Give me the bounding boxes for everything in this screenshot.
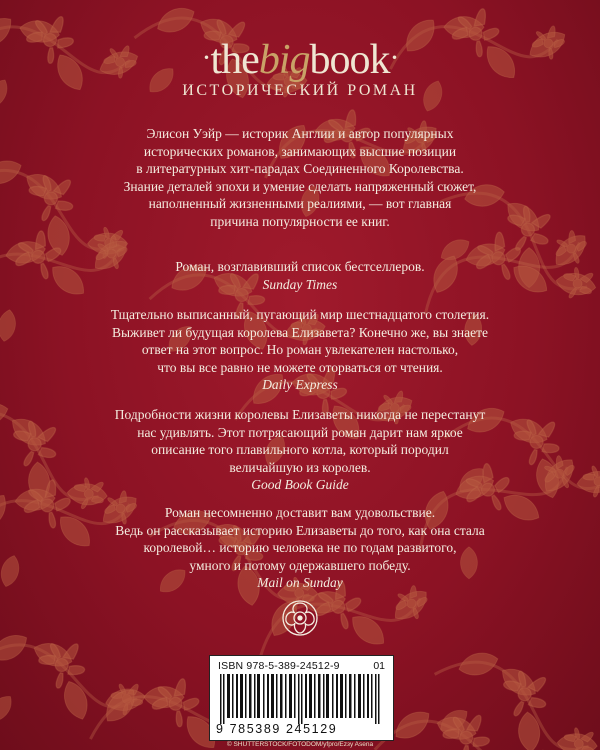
quote-line: умного и потому одержавшего победу. <box>189 557 411 573</box>
review-quote <box>90 258 510 293</box>
logo-dot-right: · <box>389 41 399 74</box>
bio-line: причина популярности ее книг. <box>210 213 390 229</box>
barcode-digits: 9 785389 245129 <box>216 722 338 736</box>
isbn-barcode <box>209 655 394 741</box>
logo-book: book <box>309 37 390 83</box>
review-quote <box>90 306 510 394</box>
quote-line: нас удивлять. Этот потрясающий роман дарит нам яркое <box>137 424 463 440</box>
review-quote <box>90 406 510 494</box>
bio-line: Элисон Уэйр — историк Англии и автор популярных <box>146 126 454 141</box>
bio-line: в литературных хит-парадах Соединенного Королевства. <box>136 161 464 177</box>
tudor-rose-icon <box>280 598 320 638</box>
logo-dot-left: · <box>201 41 211 74</box>
publisher-logo <box>0 36 600 82</box>
logo-big: big <box>258 37 310 83</box>
quote-line: величайшую из королев. <box>229 459 371 475</box>
quote-line: Тщательно выписанный, пугающий мир шестнадцатого столетия. <box>110 307 490 322</box>
quote-source: Daily Express <box>262 377 338 393</box>
quote-line: Ведь он рассказывает историю Елизаветы до того, как она стала <box>115 522 485 538</box>
quote-line: Роман несомненно доставит вам удовольствие. <box>164 505 436 520</box>
quote-line: ответ на этот вопрос. Но роман увлекателен настолько, <box>141 342 459 358</box>
series-subtitle: ИСТОРИЧЕСКИЙ РОМАН <box>182 82 418 99</box>
quote-source: Good Book Guide <box>251 477 349 493</box>
logo-the: the <box>210 37 259 83</box>
bio-line: исторических романов, занимающих высшие позиции <box>143 143 457 159</box>
quote-source: Mail on Sunday <box>257 575 343 591</box>
quote-line: Роман, возглавивший список бестселлеров. <box>175 259 425 274</box>
isbn-label: ISBN 978-5-389-24512-9 <box>218 660 340 672</box>
isbn-addon: 01 <box>373 660 385 672</box>
quote-line: Выживет ли будущая королева Елизавета? Конечно же, вы знаете <box>111 324 489 340</box>
quote-source: Sunday Times <box>262 276 338 292</box>
bio-line: Знание деталей эпохи и умение сделать напряженный сюжет, <box>123 178 477 194</box>
quote-line: Подробности жизни королевы Елизаветы никогда не перестанут <box>114 407 486 422</box>
author-bio <box>90 125 510 231</box>
image-credit: © SHUTTERSTOCK/FOTODOM/yfpro/Ezзy Asena <box>226 741 374 748</box>
quote-line: описание того плавильного котла, который породил <box>151 442 449 458</box>
quote-line: королевой… историю человека не по годам развитого, <box>143 540 457 556</box>
review-quote <box>90 504 510 592</box>
quote-line: что вы все равно не можете оторваться от чтения. <box>157 359 443 375</box>
barcode-bars <box>216 674 386 724</box>
bio-line: наполненный жизненными реалиями, — вот главная <box>148 196 452 212</box>
